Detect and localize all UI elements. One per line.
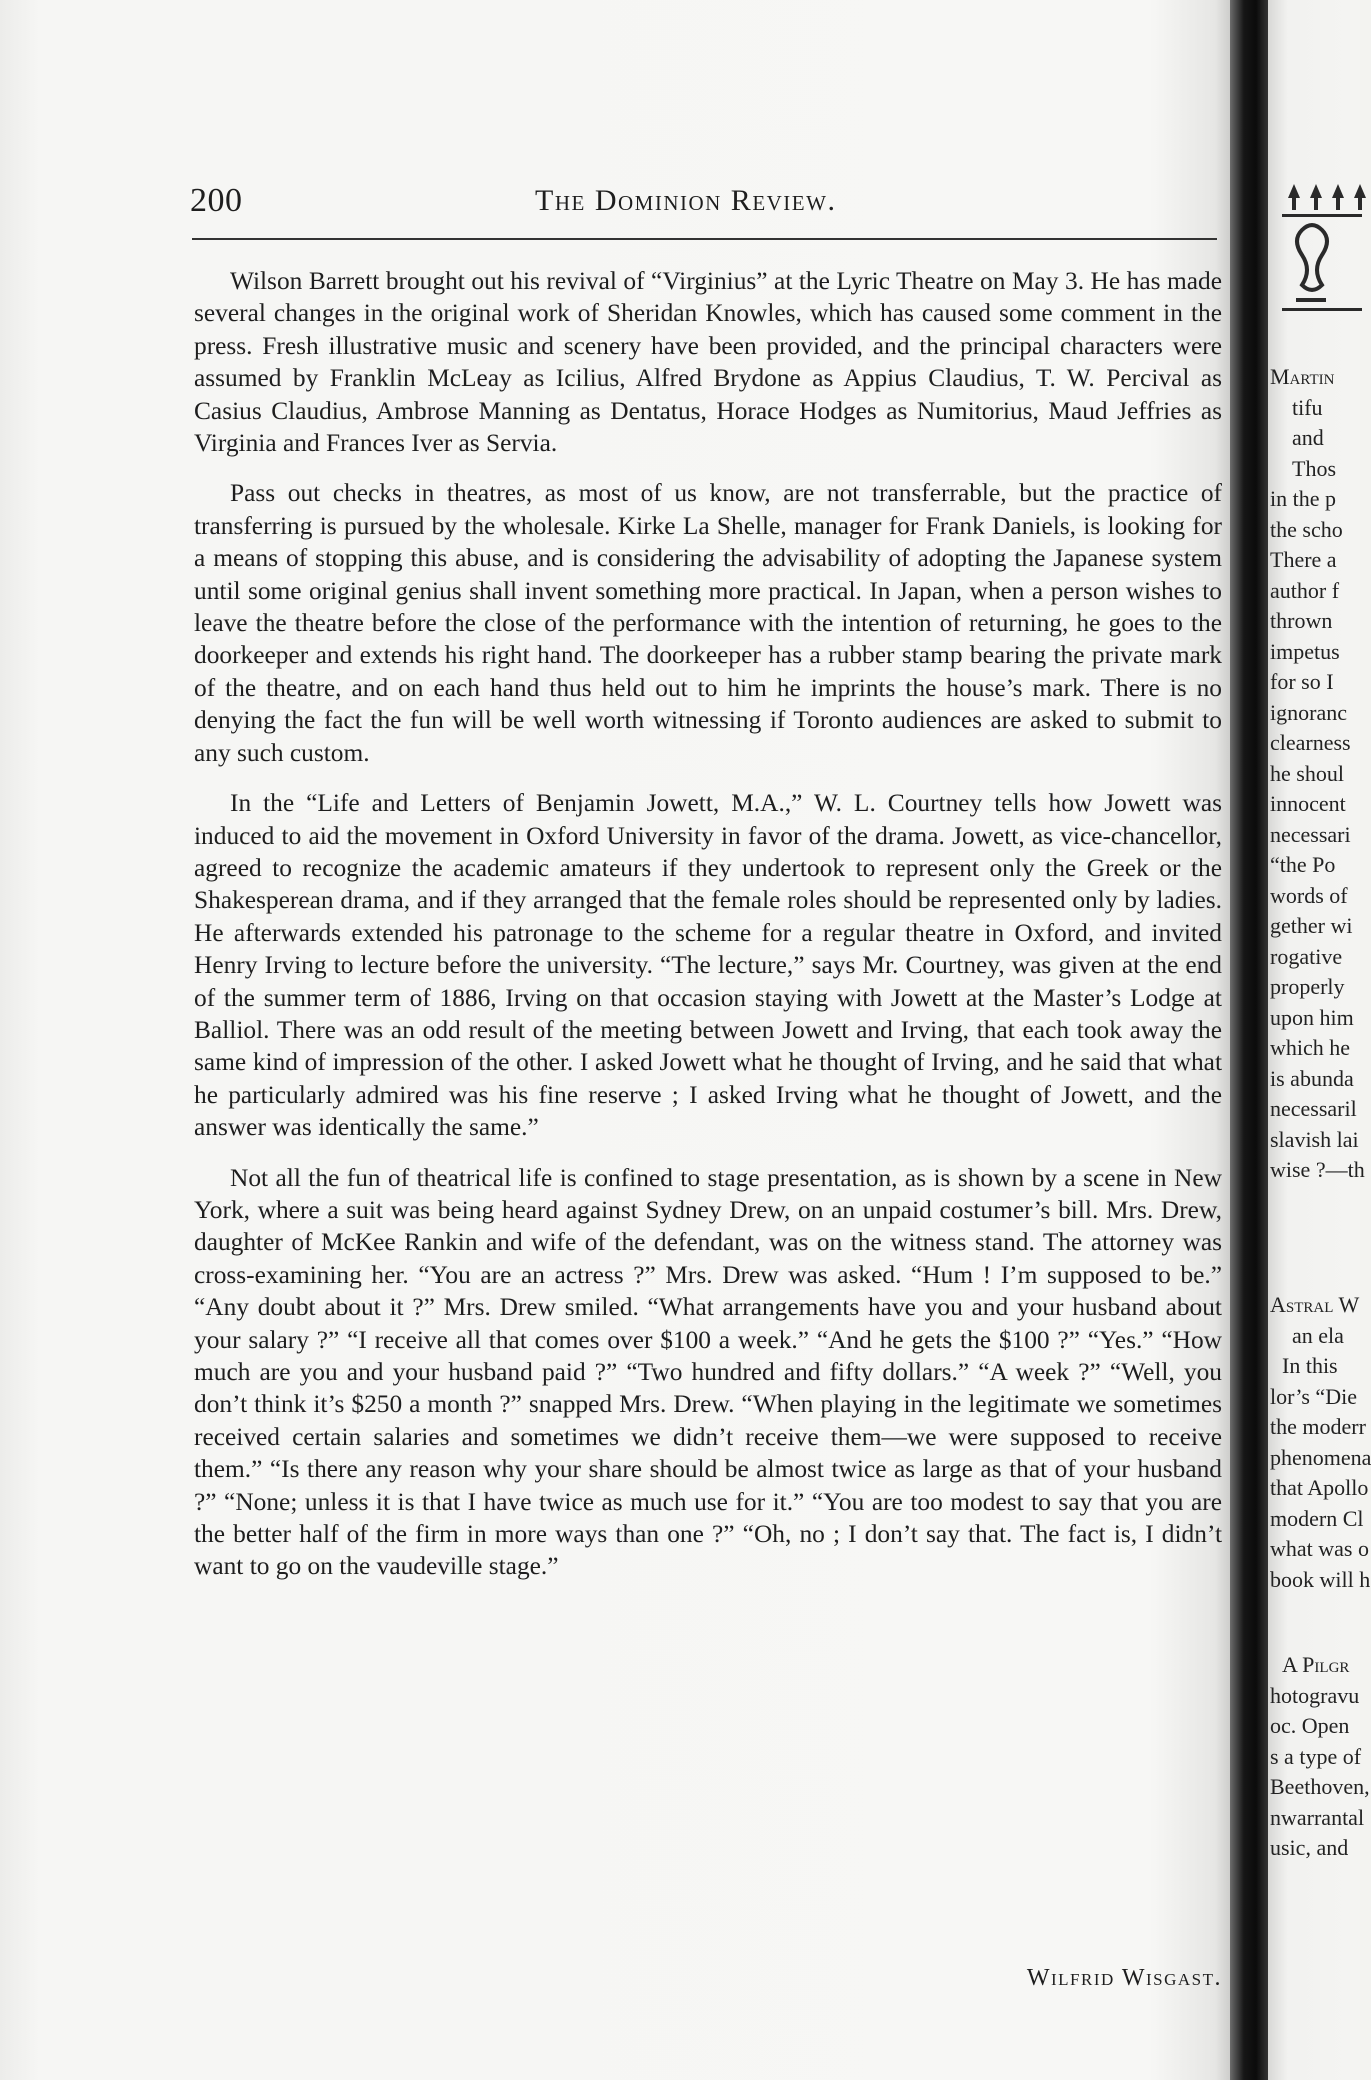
facing-page-text-block-2	[1270, 1290, 1371, 1595]
running-title: The Dominion Review.	[535, 184, 837, 217]
fragment-line: author f	[1270, 577, 1340, 603]
fragment-line: A Pilgr	[1282, 1652, 1350, 1677]
fragment-line: the moderr	[1270, 1414, 1366, 1439]
fragment-line: an ela	[1292, 1322, 1344, 1348]
paragraph-pass-out-checks: Pass out checks in theatres, as most of us know, are not transferrable, but the practice of transferring is pursued by the wholesale. Kirke La Shelle, manager for Frank Daniels, is looking for a means of stopping this abuse, and is considering the advisability of adopting the Japanese system until some original genius shall invent something more practical. In Japan, when a person wishes to leave the theatre before the close of the performance with the intention of returning, he goes to the doorkeeper and extends his right hand. The doorkeeper has a rubber stamp bearing the private mark of the theatre, and on each hand thus held out to him he imprints the house’s mark. There is no denying the fact the fun will be well worth witnessing if Toronto audiences are asked to submit to any such custom.	[194, 479, 1222, 767]
fragment-line: that Apollo	[1270, 1475, 1369, 1500]
fragment-line: In this	[1282, 1353, 1338, 1378]
fragment-line: and	[1292, 425, 1324, 450]
fragment-line: usic, and	[1270, 1835, 1349, 1860]
fragment-line: There a	[1270, 547, 1337, 572]
fragment-line: Astral W	[1270, 1292, 1360, 1317]
fragment-line: necessari	[1270, 821, 1351, 847]
fragment-line: rogative	[1270, 943, 1343, 969]
page-header	[190, 180, 1220, 224]
author-signature: Wilfrid Wisgast.	[1026, 1965, 1222, 1991]
fragment-line: s a type of	[1270, 1743, 1362, 1769]
fragment-line: wise ?—th	[1270, 1157, 1365, 1182]
fragment-line: hotogravu	[1270, 1682, 1360, 1708]
fragment-line: thrown	[1270, 608, 1333, 633]
paragraph-virginius: Wilson Barrett brought out his revival of “Virginius” at the Lyric Theatre on May 3. He has made several changes in the original work of Sheridan Knowles, which has caused some comment in the press. Fresh illustrative music and scenery have been provided, and the principal characters were assumed by Franklin McLeay as Icilius, Alfred Brydone as Appius Claudius, T. W. Percival as Casius Claudius, Ambrose Manning as Dentatus, Horace Hodges as Numitorius, Maud Jeffries as Virginia and Frances Iver as Servia.	[194, 267, 1222, 458]
fragment-line: in the p	[1270, 486, 1336, 511]
fragment-line: ignoranc	[1270, 699, 1347, 725]
fragment-line: which he	[1270, 1035, 1351, 1060]
fragment-line: necessaril	[1270, 1096, 1357, 1121]
fragment-line: the scho	[1270, 516, 1343, 542]
header-rule	[192, 238, 1217, 240]
book-gutter	[1230, 0, 1270, 2080]
fragment-line: modern Cl	[1270, 1505, 1364, 1531]
fragment-line: innocent	[1270, 791, 1346, 816]
fragment-line: Thos	[1292, 455, 1336, 481]
page-number: 200	[190, 182, 243, 219]
decorative-ornament-icon	[1282, 180, 1362, 330]
paragraph-drew-suit: Not all the fun of theatrical life is confined to stage presentation, as is shown by a scene in New York, where a suit was being heard against Sydney Drew, on an unpaid costumer’s bill. Mrs. Drew, daughter of McKee Rankin and wife of the defendant, was on the witness stand. The attorney was cross-examining her. “You are an actress ?” Mrs. Drew was asked. “Hum ! I’m supposed to be.” “Any doubt about it ?” Mrs. Drew smiled. “What arrangements have you and your husband about your salary ?” “I receive all that comes over $100 a week.” “And he gets the $100 ?” “Yes.” “How much are you and your husband paid ?” “Two hundred and fifty dollars.” “A week ?” “Well, you don’t think it’s $250 a month ?” snapped Mrs. Drew. “When playing in the legitimate we sometimes received certain salaries and sometimes we didn’t receive them—we were supposed to receive them.” “Is there any reason why your share should be almost twice as large as that of your husband ?” “None; unless it is that I have twice as much use for it.” “You are too modest to say that you are the better half of the firm in more ways than one ?” “Oh, no ; I don’t say that. The fact is, I didn’t want to go on the vaudeville stage.”	[194, 1163, 1222, 1581]
fragment-line: lor’s “Die	[1270, 1383, 1357, 1409]
fragment-line: for so I	[1270, 669, 1334, 694]
fragment-line: phenomena	[1270, 1444, 1371, 1470]
fragment-line: he shoul	[1270, 760, 1344, 786]
fragment-line: slavish lai	[1270, 1126, 1359, 1152]
fragment-line: words of	[1270, 882, 1348, 908]
fragment-line: “the Po	[1270, 852, 1336, 877]
fragment-line: Beethoven,	[1270, 1774, 1370, 1799]
fragment-line: Martin	[1270, 364, 1335, 389]
fragment-line: what was o	[1270, 1536, 1369, 1561]
fragment-line: clearness	[1270, 730, 1351, 755]
fragment-line: upon him	[1270, 1004, 1354, 1030]
paragraph-jowett: In the “Life and Letters of Benjamin Jowett, M.A.,” W. L. Courtney tells how Jowett was induced to aid the movement in Oxford University in favor of the drama. Jowett, as vice-chancellor, agreed to recognize the academic amateurs if they undertook to represent only the Greek or the Shakesperean drama, and if they arranged that the female roles should be represented only by ladies. He afterwards extended his patronage to the scheme for a regular theatre in Oxford, and invited Henry Irving to lecture before the university. “The lecture,” says Mr. Courtney, was given at the end of the summer term of 1886, Irving on that occasion staying with Jowett at the Master’s Lodge at Balliol. There was an odd result of the meeting between Jowett and Irving, that each took away the same kind of impression of the other. I asked Jowett what he thought of Irving, and he said that what he particularly admired was his fine reserve ; I asked Irving what he thought of Jowett, and the answer was identically the same.”	[194, 789, 1222, 1142]
facing-page-text-block-1	[1270, 362, 1365, 1186]
fragment-line: book will h	[1270, 1566, 1371, 1592]
article-body	[194, 265, 1222, 1601]
fragment-line: impetus	[1270, 638, 1340, 664]
fragment-line: nwarrantal	[1270, 1804, 1365, 1830]
fragment-line: gether wi	[1270, 913, 1353, 938]
fragment-line: is abunda	[1270, 1065, 1354, 1091]
facing-page-text-block-3	[1270, 1650, 1370, 1864]
fragment-line: oc. Open	[1270, 1713, 1350, 1738]
fragment-line: tifu	[1292, 394, 1323, 420]
fragment-line: properly	[1270, 974, 1345, 999]
